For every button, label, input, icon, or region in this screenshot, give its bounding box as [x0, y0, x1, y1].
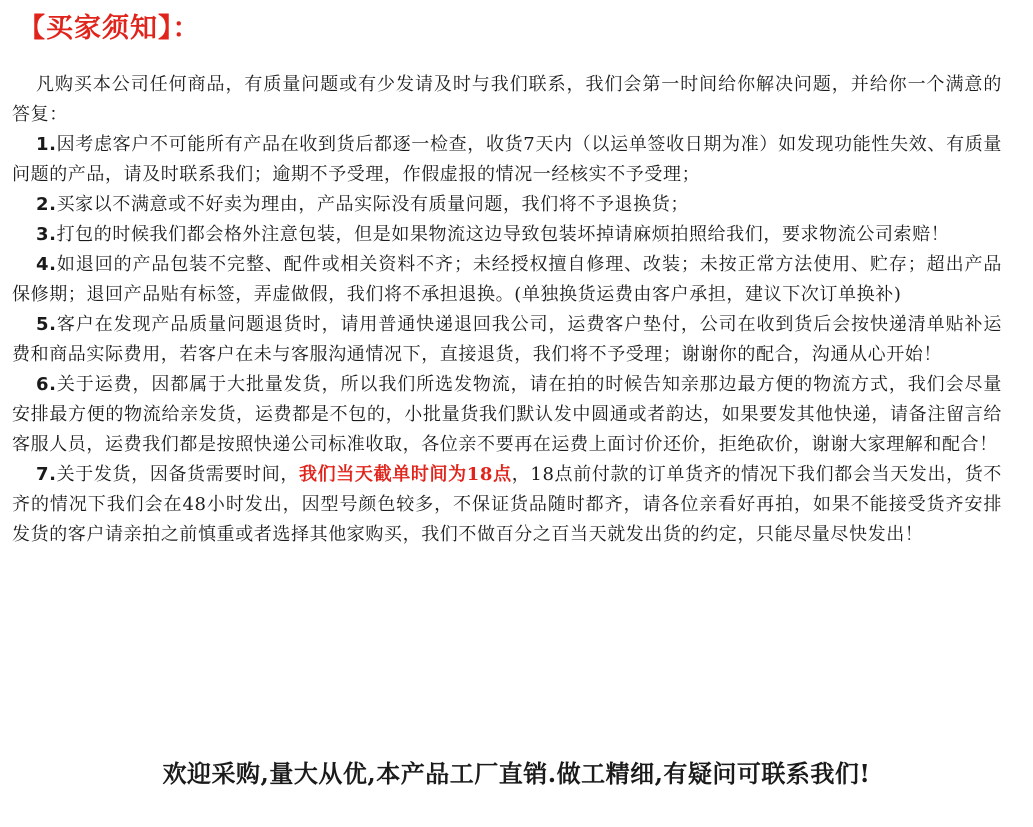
- item-number: 5.: [36, 314, 57, 335]
- item-text: 如退回的产品包装不完整、配件或相关资料不齐；未经授权擅自修理、改装；未按正常方法使用、贮存；超出产品保修期；退回产品贴有标签，弄虚做假，我们将不承担退换。(单独换货运费由客户承担，建议下次订单换补): [12, 254, 1002, 305]
- page-title: 【买家须知】：: [18, 13, 201, 44]
- intro-paragraph: 凡购买本公司任何商品，有质量问题或有少发请及时与我们联系，我们会第一时间给你解决问题，并给你一个满意的答复：: [12, 74, 1002, 125]
- item-text: 客户在发现产品质量问题退货时，请用普通快递退回我公司，运费客户垫付，公司在收到货后会按快递清单贴补运费和商品实际费用，若客户在未与客服沟通情况下，直接退货，我们将不予受理；谢谢你的配合，沟通从心开始！: [12, 314, 1002, 365]
- item-text: 买家以不满意或不好卖为理由，产品实际没有质量问题，我们将不予退换货；: [56, 194, 689, 215]
- notice-body: [12, 70, 1002, 550]
- notice-item-2: [12, 190, 1002, 220]
- item-text: 因考虑客户不可能所有产品在收到货后都逐一检查，收货7天内（以运单签收日期为准）如发现功能性失效、有质量问题的产品，请及时联系我们；逾期不予受理，作假虚报的情况一经核实不予受理；: [12, 134, 1002, 185]
- cutoff-time-highlight: 我们当天截单时间为18点: [299, 464, 512, 485]
- item-text: 关于发货，因备货需要时间，: [56, 464, 299, 485]
- item-number: 1.: [36, 134, 57, 155]
- notice-item-7: [12, 460, 1002, 550]
- item-text: ，18点前付款的订单货齐的情况下我们都会当天发出，货不齐的情况下我们会在48小时发出，因型号颜色较多，不保证货品随时都齐，请各位亲看好再拍，如果不能接受货齐安排发货的客户请亲拍之前慎重或者选择其他家购买，我们不做百分之百当天就发出货的约定，只能尽量尽快发出！: [12, 464, 1002, 545]
- item-number: 4.: [36, 254, 57, 275]
- item-number: 7.: [36, 464, 57, 485]
- notice-item-3: [12, 220, 1002, 250]
- item-number: 3.: [36, 224, 57, 245]
- notice-item-6: [12, 370, 1002, 460]
- item-text: 关于运费，因都属于大批量发货，所以我们所选发物流，请在拍的时候告知亲那边最方便的物流方式，我们会尽量安排最方便的物流给亲发货，运费都是不包的，小批量货我们默认发中圆通或者韵达，如果要发其他快递，请备注留言给客服人员，运费我们都是按照快递公司标准收取，各位亲不要再在运费上面讨价还价，拒绝砍价，谢谢大家理解和配合！: [12, 374, 1002, 455]
- notice-item-1: [12, 130, 1002, 190]
- footer-slogan: 欢迎采购,量大从优,本产品工厂直销.做工精细,有疑问可联系我们!: [162, 759, 871, 788]
- notice-item-4: [12, 250, 1002, 310]
- notice-item-5: [12, 310, 1002, 370]
- item-number: 2.: [36, 194, 57, 215]
- item-number: 6.: [36, 374, 57, 395]
- item-text: 打包的时候我们都会格外注意包装，但是如果物流这边导致包装坏掉请麻烦拍照给我们，要求物流公司索赔！: [56, 224, 950, 245]
